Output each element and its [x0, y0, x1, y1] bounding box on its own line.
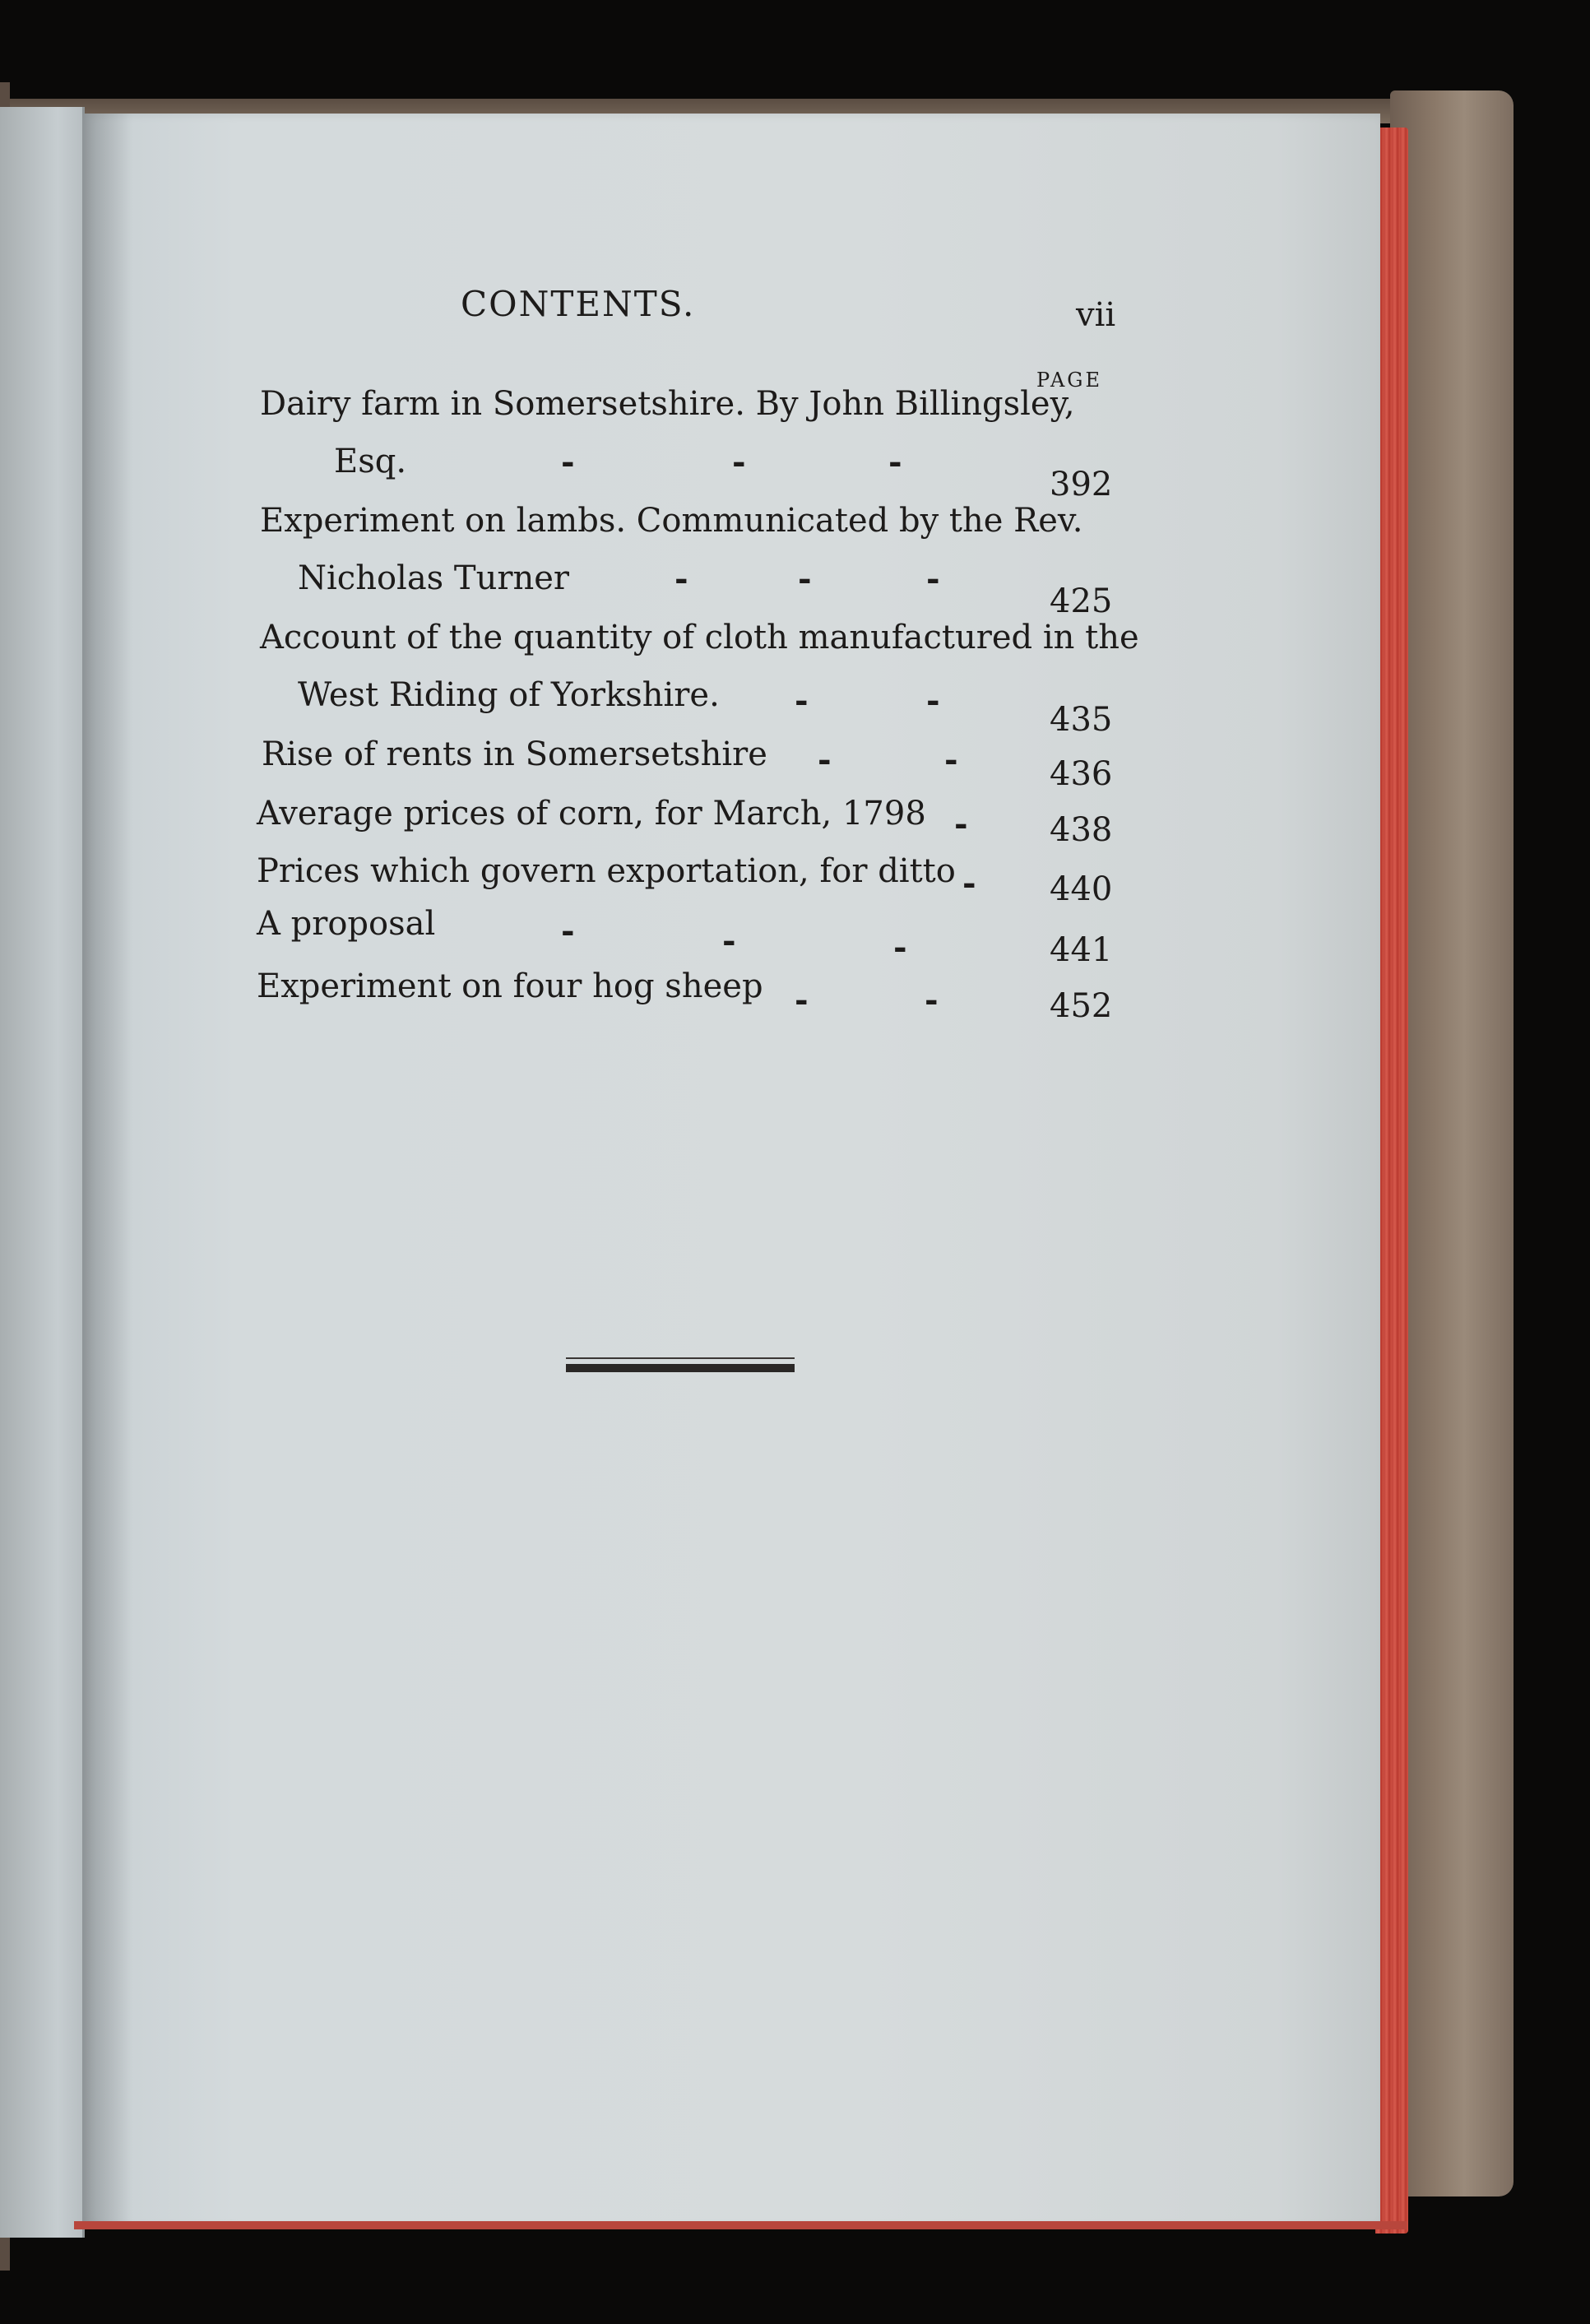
leader-dash: -: [818, 740, 832, 779]
leader-dash: -: [722, 921, 736, 960]
toc-entry-text: Esq.: [334, 443, 407, 480]
running-head: CONTENTS.: [461, 284, 696, 324]
toc-page-number: 392: [1050, 466, 1113, 503]
leader-dash: -: [888, 443, 902, 481]
toc-page-number: 440: [1050, 870, 1113, 908]
toc-page-number: 452: [1050, 987, 1113, 1025]
toc-entry-text: West Riding of Yorkshire.: [298, 676, 720, 714]
toc-page-number: 435: [1050, 701, 1113, 739]
leader-dash: -: [962, 864, 976, 902]
leader-dash: -: [954, 805, 968, 843]
leader-dash: -: [795, 981, 809, 1019]
ornamental-rule-thin: [566, 1357, 795, 1359]
toc-page-number: 425: [1050, 582, 1113, 620]
toc-entry-text: Experiment on lambs. Communicated by the Rev.: [260, 502, 1083, 540]
leader-dash: -: [674, 559, 688, 598]
ornamental-rule-thick: [566, 1364, 795, 1372]
toc-page-number: 436: [1050, 755, 1113, 793]
toc-entry-text: Rise of rents in Somersetshire: [262, 735, 767, 773]
toc-entry-text: Prices which govern exportation, for ditto: [257, 852, 956, 890]
toc-page-number: 441: [1050, 931, 1113, 969]
toc-entry-text: Average prices of corn, for March, 1798: [257, 795, 926, 833]
leader-dash: -: [561, 912, 575, 950]
folio-number: vii: [1076, 296, 1116, 334]
toc-page-number: 438: [1050, 811, 1113, 849]
leader-dash: -: [926, 559, 940, 598]
leader-dash: -: [798, 559, 812, 598]
leader-dash: -: [926, 681, 940, 720]
leader-dash: -: [944, 740, 958, 779]
leader-dash: -: [893, 928, 907, 967]
toc-entry-text: Nicholas Turner: [298, 559, 570, 597]
leader-dash: -: [561, 443, 575, 481]
leader-dash: -: [795, 681, 809, 720]
leader-dash: -: [732, 443, 746, 481]
toc-entry-text: Dairy farm in Somersetshire. By John Billingsley,: [260, 385, 1075, 423]
toc-entry-text: Experiment on four hog sheep: [257, 967, 763, 1005]
page-column-label: PAGE: [1036, 369, 1102, 392]
leader-dash: -: [925, 981, 939, 1019]
toc-entry-text: Account of the quantity of cloth manufactured in the: [260, 619, 1139, 656]
toc-entry-text: A proposal: [257, 905, 436, 943]
